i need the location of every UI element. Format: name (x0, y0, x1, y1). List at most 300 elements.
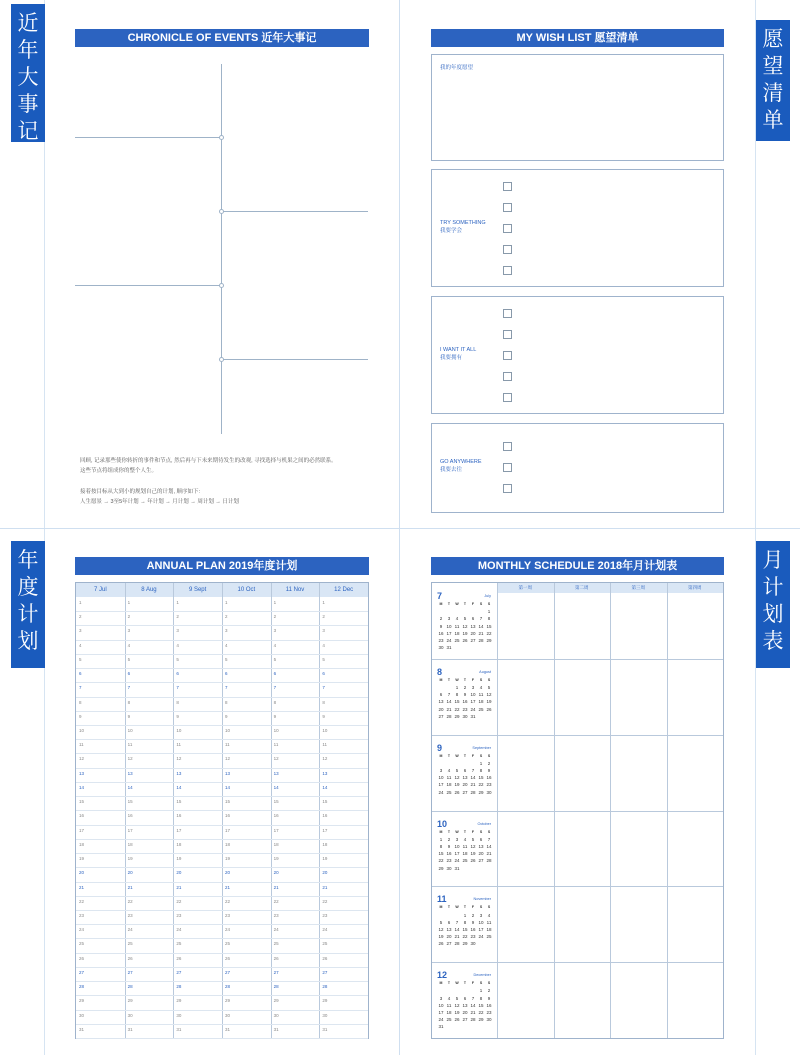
annual-day-number[interactable]: 5 (273, 656, 277, 662)
wish-group-label-zh: 我要去往 (440, 467, 463, 473)
week-column-header: 第一周 (518, 585, 532, 590)
annual-day-number[interactable]: 9 (225, 713, 228, 719)
annual-day-number[interactable]: 13 (127, 770, 133, 776)
annual-day-number[interactable]: 6 (176, 671, 179, 677)
annual-day-number[interactable]: 14 (127, 784, 133, 790)
annual-day-number[interactable]: 3 (176, 628, 179, 634)
mini-calendar-day: 6 (463, 995, 467, 1001)
month-row-line (432, 811, 723, 812)
mini-calendar-day: 1 (439, 836, 443, 842)
annual-day-number[interactable]: 4 (273, 642, 277, 648)
mini-calendar-day: 10 (454, 843, 460, 849)
annual-day-number[interactable]: 17 (79, 827, 85, 833)
annual-day-number[interactable]: 13 (79, 770, 85, 776)
annual-day-number[interactable]: 25 (322, 941, 328, 947)
annual-day-number[interactable]: 16 (176, 813, 182, 819)
annual-day-number[interactable]: 29 (79, 998, 85, 1004)
annual-day-number[interactable]: 7 (273, 685, 277, 691)
annual-day-number[interactable]: 5 (322, 656, 325, 662)
annual-day-number[interactable]: 29 (127, 998, 133, 1004)
wish-checkbox[interactable] (503, 266, 512, 275)
annual-day-number[interactable]: 27 (127, 969, 133, 975)
annual-day-number[interactable]: 4 (225, 642, 228, 648)
chronicle-note-line: 回顾, 记录那些使你转折的事件和节点, 然后再与下未来期待发生的改观, 寻找选择与机果之间的必然联系。 (80, 458, 337, 464)
mini-calendar-day: 17 (478, 926, 484, 932)
mini-calendar-week (437, 713, 493, 720)
annual-day-number[interactable]: 21 (127, 884, 133, 890)
annual-day-number[interactable]: 31 (273, 1026, 279, 1032)
annual-day-number[interactable]: 21 (322, 884, 328, 890)
annual-day-number[interactable]: 28 (273, 984, 279, 990)
annual-day-number[interactable]: 2 (79, 614, 82, 620)
annual-day-number[interactable]: 3 (273, 628, 277, 634)
mini-calendar-day (485, 644, 493, 651)
annual-day-number[interactable]: 22 (127, 898, 133, 904)
annual-day-number[interactable]: 27 (176, 969, 182, 975)
mini-calendar-day (461, 760, 469, 767)
mini-calendar-day: 8 (479, 995, 483, 1001)
mini-calendar-day: 19 (454, 1009, 460, 1015)
mini-calendar-day: 14 (486, 843, 492, 849)
timeline-node (219, 357, 224, 362)
annual-day-number[interactable]: 29 (225, 998, 231, 1004)
mini-calendar-day: 6 (471, 616, 475, 622)
annual-day-number[interactable]: 16 (127, 813, 133, 819)
mini-calendar-weekday-row (437, 753, 493, 760)
annual-day-number[interactable]: 10 (79, 728, 85, 734)
annual-day-number[interactable]: 22 (322, 898, 328, 904)
annual-day-number[interactable]: 19 (176, 856, 182, 862)
annual-day-number[interactable]: 16 (79, 813, 85, 819)
annual-day-number[interactable]: 27 (322, 969, 328, 975)
mini-calendar-day: 16 (486, 1002, 492, 1008)
mini-calendar-day: 3 (447, 616, 451, 622)
annual-day-number[interactable]: 16 (322, 813, 328, 819)
annual-day-number[interactable]: 19 (79, 856, 85, 862)
annual-day-number[interactable]: 14 (225, 784, 231, 790)
mini-calendar-day: 22 (486, 630, 492, 636)
annual-day-number[interactable]: 4 (127, 642, 131, 648)
mini-calendar-day: 22 (454, 706, 460, 712)
mini-calendar-week (437, 912, 493, 919)
annual-day-number[interactable]: 25 (273, 941, 279, 947)
annual-day-number[interactable]: 21 (273, 884, 279, 890)
mini-calendar-week (437, 623, 493, 630)
annual-day-number[interactable]: 1 (322, 600, 325, 605)
annual-day-number[interactable]: 9 (79, 713, 82, 719)
annual-day-number[interactable]: 8 (79, 699, 82, 705)
annual-day-number[interactable]: 17 (322, 827, 328, 833)
mini-calendar-week (437, 698, 493, 705)
mini-calendar-day: 6 (447, 919, 451, 925)
annual-day-number[interactable]: 12 (127, 756, 133, 762)
annual-day-number[interactable]: 6 (79, 671, 82, 677)
annual-day-number[interactable]: 25 (176, 941, 182, 947)
mini-calendar-day: 2 (439, 616, 443, 622)
annual-day-number[interactable]: 26 (176, 955, 182, 961)
weekday-letter: T (447, 677, 451, 682)
annual-day-number[interactable]: 24 (79, 927, 85, 933)
annual-day-number[interactable]: 18 (273, 841, 279, 847)
monthly-schedule-header: MONTHLY SCHEDULE 2018年月计划表 (431, 557, 724, 575)
annual-day-number[interactable]: 8 (127, 699, 131, 705)
annual-day-number[interactable]: 24 (273, 927, 279, 933)
annual-day-number[interactable]: 20 (322, 870, 328, 876)
annual-day-number[interactable]: 1 (273, 600, 277, 605)
timeline-node (219, 135, 224, 140)
annual-day-number[interactable]: 2 (176, 614, 179, 620)
mini-calendar-day: 13 (462, 775, 468, 781)
mini-calendar-day: 29 (478, 1017, 484, 1023)
annual-day-number[interactable]: 24 (176, 927, 182, 933)
annual-day-number[interactable]: 6 (225, 671, 228, 677)
mini-calendar-day: 18 (462, 851, 468, 857)
side-tab-char: 单 (762, 108, 784, 132)
mini-calendar (437, 667, 493, 720)
annual-day-number[interactable]: 2 (273, 614, 277, 620)
wish-checkbox[interactable] (503, 372, 512, 381)
annual-day-number[interactable]: 5 (127, 656, 131, 662)
annual-day-number[interactable]: 15 (273, 799, 279, 805)
annual-day-number[interactable]: 8 (322, 699, 325, 705)
annual-day-number[interactable]: 2 (322, 614, 325, 620)
annual-day-number[interactable]: 28 (79, 984, 85, 990)
annual-day-number[interactable]: 20 (273, 870, 279, 876)
annual-day-number[interactable]: 14 (273, 784, 279, 790)
mini-calendar-week (437, 836, 493, 843)
annual-day-number[interactable]: 21 (79, 884, 85, 890)
annual-day-number[interactable]: 5 (176, 656, 179, 662)
mini-calendar-day: 3 (439, 768, 443, 774)
annual-day-number[interactable]: 30 (127, 1012, 133, 1018)
annual-day-number[interactable]: 29 (322, 998, 328, 1004)
side-tab-char: 划 (17, 629, 39, 653)
annual-day-number[interactable]: 7 (322, 685, 325, 691)
annual-day-number[interactable]: 14 (176, 784, 182, 790)
mini-calendar-day (461, 1023, 469, 1030)
annual-day-number[interactable]: 18 (127, 841, 133, 847)
annual-day-number[interactable]: 19 (225, 856, 231, 862)
annual-day-number[interactable]: 19 (127, 856, 133, 862)
annual-day-number[interactable]: 15 (225, 799, 231, 805)
annual-day-number[interactable]: 17 (225, 827, 231, 833)
annual-day-number[interactable]: 8 (176, 699, 179, 705)
annual-day-number[interactable]: 10 (322, 728, 328, 734)
annual-day-number[interactable]: 17 (127, 827, 133, 833)
annual-day-number[interactable]: 26 (127, 955, 133, 961)
annual-day-number[interactable]: 5 (79, 656, 82, 662)
annual-day-number[interactable]: 6 (273, 671, 277, 677)
annual-day-number[interactable]: 8 (273, 699, 277, 705)
annual-day-number[interactable]: 15 (79, 799, 85, 805)
annual-day-number[interactable]: 20 (176, 870, 182, 876)
mini-calendar-week (437, 644, 493, 651)
annual-day-number[interactable]: 13 (225, 770, 231, 776)
annual-day-number[interactable]: 3 (322, 628, 325, 634)
mini-calendar-day: 31 (446, 645, 452, 651)
annual-day-number[interactable]: 23 (225, 912, 231, 918)
annual-day-number[interactable]: 12 (79, 756, 85, 762)
mini-calendar-day: 29 (478, 789, 484, 795)
mini-calendar-day (469, 760, 477, 767)
annual-day-number[interactable]: 23 (176, 912, 182, 918)
annual-day-number[interactable]: 7 (176, 685, 179, 691)
annual-row-line (76, 995, 368, 996)
month-row-line (432, 659, 723, 660)
mini-calendar-day: 14 (470, 1002, 476, 1008)
mini-calendar-day: 23 (486, 782, 492, 788)
annual-day-number[interactable]: 12 (322, 756, 328, 762)
annual-day-number[interactable]: 5 (225, 656, 228, 662)
annual-day-number[interactable]: 13 (176, 770, 182, 776)
mini-calendar-day: 27 (470, 638, 476, 644)
annual-day-number[interactable]: 9 (176, 713, 179, 719)
annual-day-number[interactable]: 31 (176, 1026, 182, 1032)
annual-day-number[interactable]: 23 (273, 912, 279, 918)
annual-day-number[interactable]: 7 (79, 685, 82, 691)
annual-day-number[interactable]: 27 (225, 969, 231, 975)
annual-day-number[interactable]: 19 (322, 856, 328, 862)
annual-day-number[interactable]: 22 (79, 898, 85, 904)
mini-calendar-day: 10 (478, 919, 484, 925)
page-divider-horizontal (0, 528, 800, 529)
annual-day-number[interactable]: 15 (127, 799, 133, 805)
wish-checkbox[interactable] (503, 330, 512, 339)
annual-day-number[interactable]: 28 (225, 984, 231, 990)
annual-day-number[interactable]: 14 (322, 784, 328, 790)
annual-day-number[interactable]: 9 (273, 713, 277, 719)
annual-day-number[interactable]: 12 (225, 756, 231, 762)
annual-day-number[interactable]: 30 (273, 1012, 279, 1018)
annual-day-number[interactable]: 27 (79, 969, 85, 975)
annual-day-number[interactable]: 13 (273, 770, 279, 776)
annual-row-line (76, 882, 368, 883)
annual-day-number[interactable]: 2 (127, 614, 131, 620)
mini-calendar-week (437, 760, 493, 767)
annual-day-number[interactable]: 4 (322, 642, 325, 648)
side-tab-chronicle (11, 4, 45, 142)
weekday-letter: S (479, 905, 483, 910)
annual-day-number[interactable]: 20 (225, 870, 231, 876)
annual-row-line (76, 611, 368, 612)
annual-day-number[interactable]: 10 (273, 728, 279, 734)
annual-day-number[interactable]: 28 (322, 984, 328, 990)
annual-day-number[interactable]: 11 (176, 742, 181, 748)
weekday-letter: W (455, 602, 459, 606)
mini-calendar-day: 21 (470, 782, 476, 788)
annual-day-number[interactable]: 27 (273, 969, 279, 975)
annual-day-number[interactable]: 22 (176, 898, 182, 904)
annual-day-number[interactable]: 6 (127, 671, 131, 677)
annual-day-number[interactable]: 29 (176, 998, 182, 1004)
annual-day-number[interactable]: 30 (322, 1012, 328, 1018)
annual-day-number[interactable]: 1 (225, 600, 228, 605)
annual-day-number[interactable]: 30 (225, 1012, 231, 1018)
annual-day-number[interactable]: 23 (322, 912, 328, 918)
timeline-node (219, 209, 224, 214)
annual-day-number[interactable]: 22 (225, 898, 231, 904)
mini-calendar-week (437, 919, 493, 926)
wish-group-label-en: TRY SOMETHING (440, 220, 486, 226)
mini-calendar-day (477, 608, 485, 615)
wish-checkbox[interactable] (503, 484, 512, 493)
mini-calendar-day: 5 (463, 616, 467, 622)
annual-day-number[interactable]: 30 (176, 1012, 182, 1018)
mini-calendar-day: 4 (463, 836, 467, 842)
chronicle-note-line: 这些节点将组成你的整个人生。 (80, 468, 158, 474)
annual-day-number[interactable]: 16 (273, 813, 279, 819)
annual-day-number[interactable]: 25 (79, 941, 85, 947)
wish-checkbox[interactable] (503, 442, 512, 451)
annual-day-number[interactable]: 30 (79, 1012, 85, 1018)
annual-day-number[interactable]: 15 (176, 799, 182, 805)
mini-calendar-day: 25 (446, 789, 452, 795)
annual-day-number[interactable]: 21 (225, 884, 231, 890)
annual-day-number[interactable]: 10 (127, 728, 133, 734)
timeline-branch (75, 137, 221, 138)
annual-day-number[interactable]: 28 (127, 984, 133, 990)
annual-day-number[interactable]: 23 (127, 912, 133, 918)
mini-calendar-day (453, 608, 461, 615)
mini-calendar-day: 9 (487, 995, 491, 1001)
annual-day-number[interactable]: 12 (273, 756, 279, 762)
annual-day-number[interactable]: 11 (273, 742, 279, 748)
annual-day-number[interactable]: 20 (79, 870, 85, 876)
annual-day-number[interactable]: 12 (176, 756, 182, 762)
annual-day-number[interactable]: 18 (79, 841, 85, 847)
annual-day-number[interactable]: 3 (225, 628, 228, 634)
annual-day-number[interactable]: 13 (322, 770, 328, 776)
annual-day-number[interactable]: 22 (273, 898, 279, 904)
annual-day-number[interactable]: 31 (79, 1026, 85, 1032)
mini-calendar-day: 20 (462, 1009, 468, 1015)
annual-day-number[interactable]: 1 (127, 600, 131, 605)
annual-day-number[interactable]: 23 (79, 912, 85, 918)
annual-day-number[interactable]: 24 (322, 927, 328, 933)
annual-month-header: 10 Oct (237, 587, 256, 593)
annual-day-number[interactable]: 16 (225, 813, 231, 819)
annual-day-number[interactable]: 29 (273, 998, 279, 1004)
mini-calendar-day: 24 (438, 789, 444, 795)
annual-day-number[interactable]: 3 (79, 628, 82, 634)
annual-day-number[interactable]: 6 (322, 671, 325, 677)
mini-calendar-day: 21 (486, 851, 492, 857)
wish-checkbox[interactable] (503, 393, 512, 402)
wish-checkbox[interactable] (503, 351, 512, 360)
annual-day-number[interactable]: 11 (322, 742, 327, 748)
mini-calendar-day: 10 (470, 692, 476, 698)
annual-day-number[interactable]: 3 (127, 628, 131, 634)
annual-day-number[interactable]: 26 (79, 955, 85, 961)
annual-day-number[interactable]: 17 (176, 827, 182, 833)
annual-day-number[interactable]: 18 (322, 841, 328, 847)
annual-day-number[interactable]: 24 (225, 927, 231, 933)
annual-day-number[interactable]: 31 (322, 1026, 328, 1032)
annual-day-number[interactable]: 15 (322, 799, 328, 805)
side-tab-char: 计 (17, 602, 39, 626)
annual-day-number[interactable]: 21 (176, 884, 182, 890)
wish-checkbox[interactable] (503, 309, 512, 318)
mini-calendar-weekday-row (437, 601, 493, 608)
mini-calendar-day: 18 (454, 630, 460, 636)
mini-calendar-day: 18 (446, 782, 452, 788)
mini-calendar-day: 1 (479, 760, 483, 766)
mini-calendar-day (469, 987, 477, 994)
weekday-letter: S (487, 602, 491, 606)
annual-day-number[interactable]: 9 (127, 713, 131, 719)
annual-day-number[interactable]: 31 (127, 1026, 133, 1032)
mini-calendar-day: 5 (455, 768, 459, 774)
mini-calendar-day (485, 713, 493, 720)
weekday-letter: F (471, 981, 475, 986)
mini-calendar-day: 2 (487, 988, 491, 994)
wishlist-header: MY WISH LIST 愿望清单 (431, 29, 724, 47)
mini-calendar-day: 7 (471, 995, 475, 1001)
annual-day-number[interactable]: 11 (127, 742, 133, 748)
annual-day-number[interactable]: 7 (225, 685, 228, 691)
annual-day-number[interactable]: 25 (127, 941, 133, 947)
wish-checkbox[interactable] (503, 203, 512, 212)
annual-day-number[interactable]: 10 (225, 728, 231, 734)
annual-day-number[interactable]: 17 (273, 827, 279, 833)
wish-checkbox[interactable] (503, 224, 512, 233)
annual-day-number[interactable]: 8 (225, 699, 228, 705)
annual-day-number[interactable]: 4 (176, 642, 179, 648)
annual-day-number[interactable]: 28 (176, 984, 182, 990)
annual-day-number[interactable]: 31 (225, 1026, 231, 1032)
mini-calendar-day (445, 608, 453, 615)
mini-calendar-day: 1 (487, 609, 491, 615)
mini-calendar-day: 27 (462, 789, 468, 795)
mini-calendar-day: 29 (462, 941, 468, 947)
annual-day-number[interactable]: 2 (225, 614, 228, 620)
mini-calendar-day: 19 (454, 782, 460, 788)
side-tab-char: 表 (762, 629, 784, 653)
annual-day-number[interactable]: 10 (176, 728, 182, 734)
annual-day-number[interactable]: 18 (176, 841, 182, 847)
annual-day-number[interactable]: 18 (225, 841, 231, 847)
mini-calendar-week (437, 995, 493, 1002)
annual-day-number[interactable]: 1 (176, 600, 179, 605)
wish-checkbox[interactable] (503, 463, 512, 472)
annual-day-number[interactable]: 19 (273, 856, 279, 862)
annual-day-number[interactable]: 26 (273, 955, 279, 961)
mini-calendar-day (453, 1023, 461, 1030)
annual-day-number[interactable]: 20 (127, 870, 133, 876)
annual-day-number[interactable]: 4 (79, 642, 82, 648)
annual-day-number[interactable]: 11 (79, 742, 84, 748)
mini-calendar-day: 24 (446, 638, 452, 644)
wish-checkbox[interactable] (503, 245, 512, 254)
annual-day-number[interactable]: 24 (127, 927, 133, 933)
annual-day-number[interactable]: 1 (79, 600, 82, 605)
annual-day-number[interactable]: 11 (225, 742, 230, 748)
mini-calendar-week (437, 850, 493, 857)
annual-day-number[interactable]: 25 (225, 941, 231, 947)
annual-day-number[interactable]: 14 (79, 784, 85, 790)
weekday-letter: M (439, 829, 443, 834)
annual-day-number[interactable]: 26 (225, 955, 231, 961)
wish-checkbox[interactable] (503, 182, 512, 191)
annual-day-number[interactable]: 26 (322, 955, 328, 961)
mini-calendar-day: 14 (478, 623, 484, 629)
annual-wish-box[interactable] (431, 54, 724, 161)
annual-day-number[interactable]: 7 (127, 685, 131, 691)
weekday-letter: W (455, 981, 459, 986)
mini-calendar-day (469, 865, 477, 872)
mini-calendar-month-number: 10 (437, 818, 448, 829)
annual-day-number[interactable]: 9 (322, 713, 325, 719)
